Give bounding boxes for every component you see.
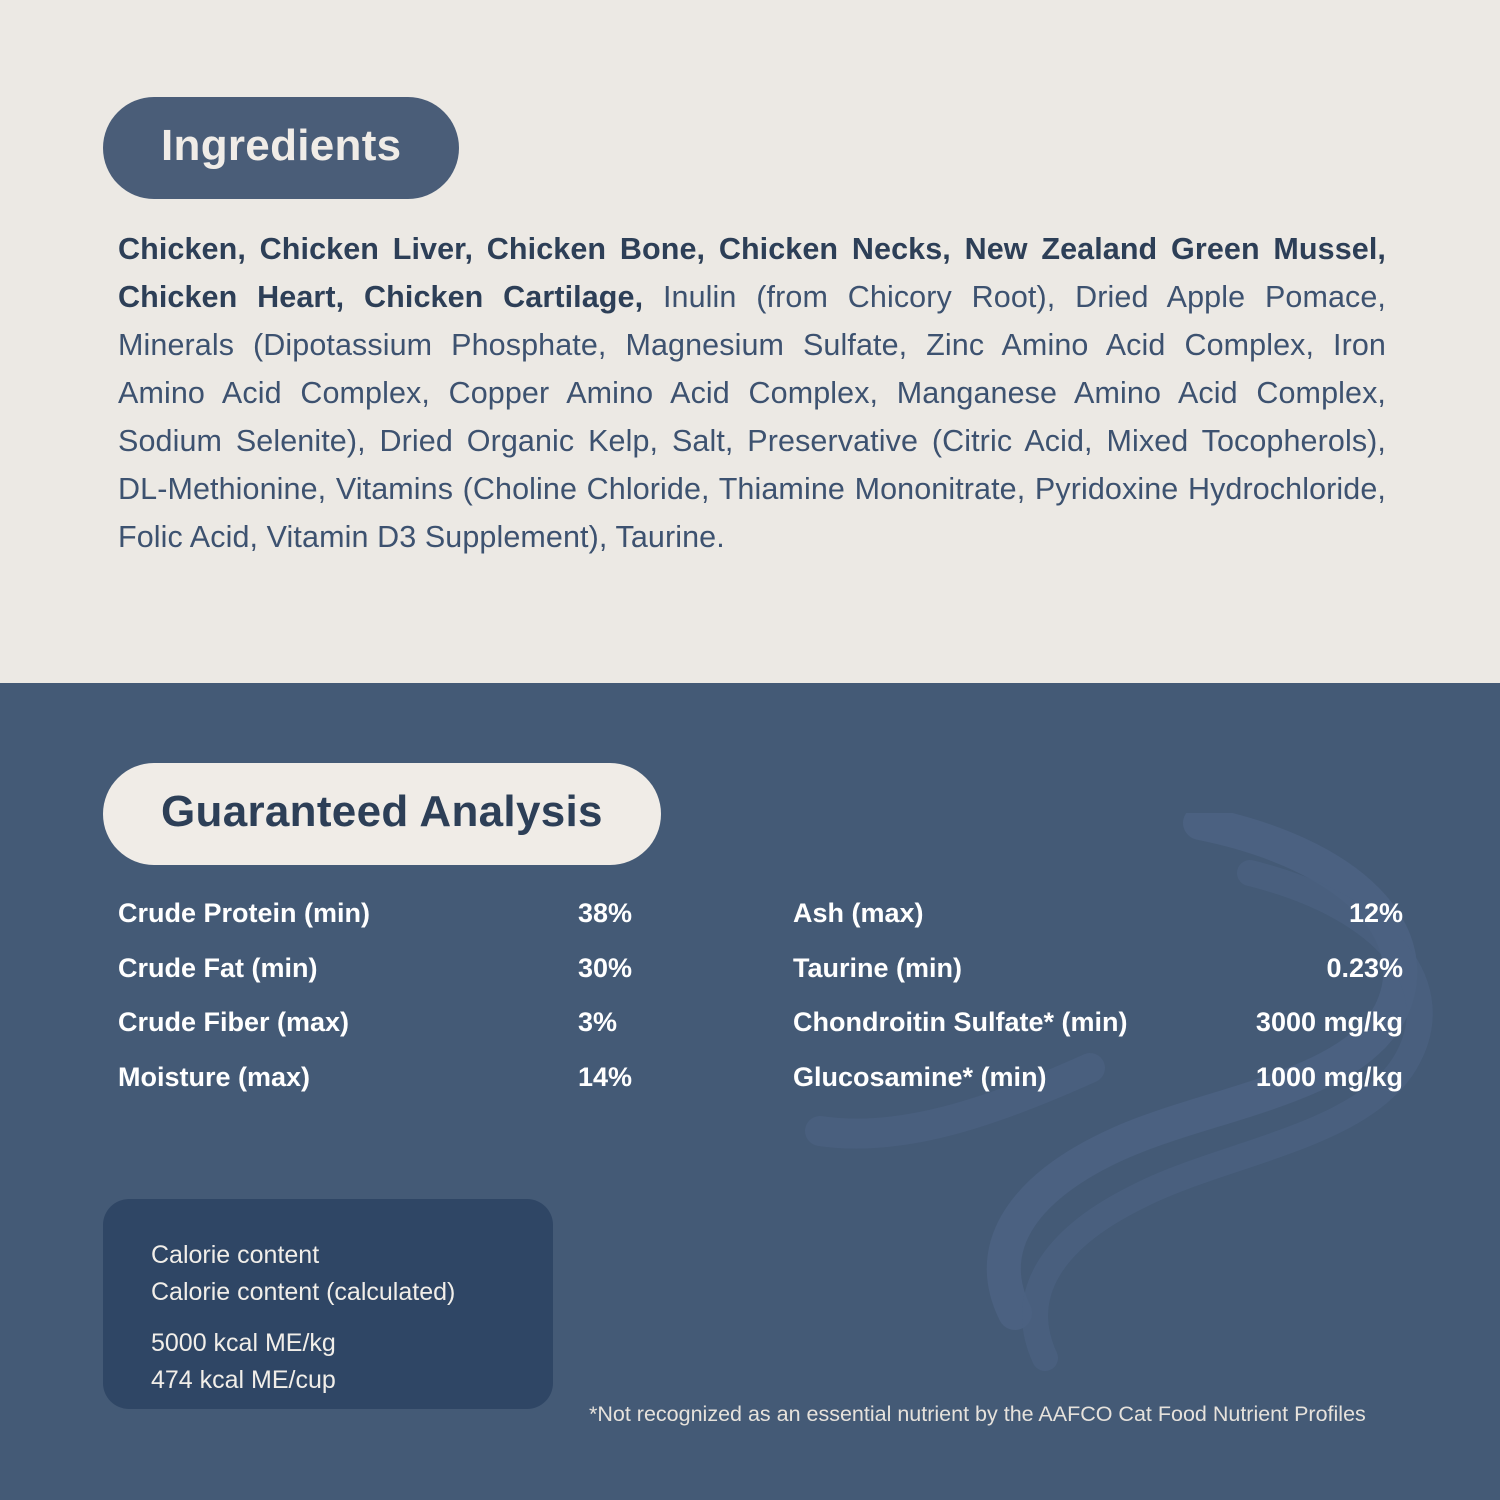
guaranteed-analysis-title-pill: Guaranteed Analysis	[103, 763, 661, 865]
calorie-spacer	[151, 1311, 553, 1325]
ingredients-primary-list: Chicken, Chicken Liver, Chicken Bone, Chicken Necks, New Zealand Green Mussel, Chicken Heart, Chicken Cartilage,	[118, 232, 1386, 314]
nutrient-label: Ash (max)	[793, 898, 924, 928]
nutrient-label: Chondroitin Sulfate* (min)	[793, 1007, 1128, 1037]
nutrient-value: 0.23%	[1326, 952, 1403, 983]
nutrient-label: Crude Fat (min)	[118, 952, 318, 983]
ingredients-paragraph	[118, 225, 1386, 561]
nutrient-value: 14%	[578, 1061, 633, 1092]
guaranteed-analysis-title-wrap	[103, 763, 661, 865]
nutrient-label: Crude Fiber (max)	[118, 1007, 350, 1037]
nutrient-label: Taurine (min)	[793, 952, 963, 983]
nutrient-value: 3%	[578, 1007, 618, 1037]
guaranteed-analysis-table	[118, 886, 1403, 1104]
calorie-content-calculated-label: Calorie content (calculated)	[151, 1278, 456, 1306]
aafco-footnote: *Not recognized as an essential nutrient by the AAFCO Cat Food Nutrient Profiles	[589, 1402, 1366, 1426]
guaranteed-analysis-section	[0, 683, 1500, 1500]
nutrient-label: Moisture (max)	[118, 1061, 311, 1092]
calorie-content-box	[103, 1199, 553, 1409]
calorie-per-kg-value: 5000 kcal ME/kg	[151, 1329, 336, 1357]
calorie-content-label: Calorie content	[151, 1241, 320, 1269]
nutrient-value: 3000 mg/kg	[1255, 1007, 1403, 1037]
nutrient-value: 12%	[1348, 898, 1403, 928]
nutrient-label: Glucosamine* (min)	[793, 1061, 1047, 1092]
ingredients-secondary-list: Inulin (from Chicory Root), Dried Apple Pomace, Minerals (Dipotassium Phosphate, Magnesium Sulfate, Zinc Amino Acid Complex, Iron Amino Acid Complex, Copper Amino Acid Complex, Manganese Amino Acid Complex, Sodium Selenite), Dried Organic Kelp, Salt, Preservative (Citric Acid, Mixed Tocopherols), DL-Methionine, Vitamins (Choline Chloride, Thiamine Mononitrate, Pyridoxine Hydrochloride, Folic Acid, Vitamin D3 Supplement), Taurine.	[118, 280, 1386, 554]
ingredients-title-wrap	[103, 97, 459, 199]
ingredients-section	[0, 0, 1500, 683]
ingredients-title-pill: Ingredients	[103, 97, 459, 199]
nutrient-value: 30%	[578, 952, 633, 983]
nutrient-label: Crude Protein (min)	[118, 898, 371, 928]
calorie-per-cup-value: 474 kcal ME/cup	[151, 1366, 336, 1394]
nutrient-value: 1000 mg/kg	[1255, 1061, 1403, 1092]
nutrient-value: 38%	[578, 898, 633, 928]
